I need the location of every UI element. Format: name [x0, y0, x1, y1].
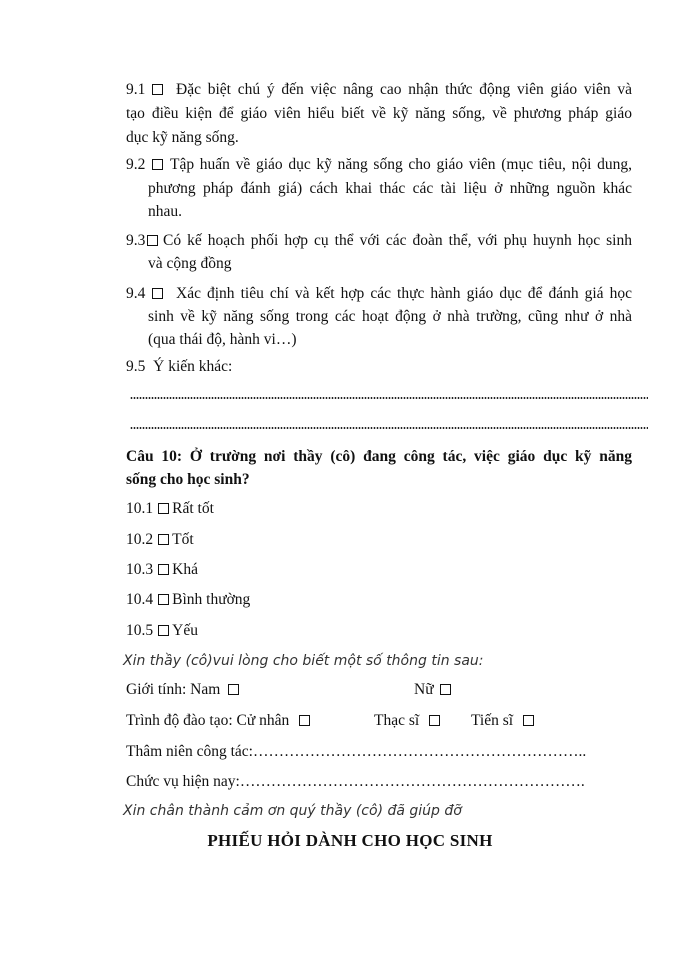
- answer-dotted-line-2[interactable]: [130, 427, 648, 429]
- gender-row: [126, 680, 242, 700]
- item-9-1-line-3: dục kỹ năng sống.: [126, 129, 239, 146]
- option-10-5-label: Yếu: [172, 622, 198, 639]
- gender-label: Giới tính: Nam: [126, 681, 221, 698]
- phd-option: [471, 711, 537, 731]
- item-9-2-number: 9.2: [126, 156, 146, 173]
- item-9-5-label: Ý kiến khác:: [153, 358, 233, 375]
- item-9-4-line-2: sinh về kỹ năng sống trong các hoạt động ở nhà trường, cũng như ở nhà: [148, 308, 632, 325]
- question-10-line-2: sống cho học sinh?: [126, 471, 250, 488]
- seniority-field[interactable]: Thâm niên công tác:………………………………………………………..: [126, 743, 587, 760]
- item-9-1-number: 9.1: [126, 81, 146, 98]
- option-10-3-label: Khá: [172, 561, 198, 578]
- item-9-3-line-2: và cộng đồng: [148, 255, 232, 272]
- female-option: [414, 680, 454, 700]
- male-checkbox[interactable]: [228, 684, 239, 695]
- item-9-1-number-row: [126, 80, 170, 100]
- item-9-1-line-1: Đặc biệt chú ý đến việc nâng cao nhận thức động viên giáo viên và: [176, 81, 632, 98]
- female-label: Nữ: [414, 681, 434, 698]
- item-9-4-line-1: Xác định tiêu chí và kết hợp các thực hành giáo dục để đánh giá học: [176, 285, 632, 302]
- item-9-2-line-2: phương pháp đánh giá) cách khai thác các tài liệu ở những nguồn khác: [148, 180, 632, 197]
- option-10-4-checkbox[interactable]: [158, 594, 169, 605]
- option-10-2-label: Tốt: [172, 531, 194, 548]
- option-10-3: [126, 560, 198, 580]
- item-9-2-line-1: Tập huấn về giáo dục kỹ năng sống cho giáo viên (mục tiêu, nội dung,: [170, 156, 632, 173]
- option-10-5: [126, 621, 198, 641]
- female-checkbox[interactable]: [440, 684, 451, 695]
- position-field[interactable]: Chức vụ hiện nay:………………………………………………………….: [126, 773, 585, 790]
- item-9-3-checkbox[interactable]: [147, 235, 158, 246]
- option-10-1-label: Rất tốt: [172, 500, 214, 517]
- degree-row: [126, 711, 313, 731]
- option-10-4-label: Bình thường: [172, 591, 251, 608]
- thanks-text: Xin chân thành cảm ơn quý thầy (cô) đã giúp đỡ: [123, 803, 462, 819]
- option-10-1-number: 10.1: [126, 500, 154, 517]
- option-10-2-number: 10.2: [126, 531, 154, 548]
- item-9-4-number-row: [126, 284, 170, 304]
- option-10-2: [126, 530, 194, 550]
- degree-label: Trình độ đào tạo: Cử nhân: [126, 712, 290, 729]
- item-9-3-line-1: Có kế hoạch phối hợp cụ thể với các đoàn thể, với phụ huynh học sinh: [163, 232, 632, 249]
- master-label: Thạc sĩ: [374, 712, 420, 729]
- item-9-4-checkbox[interactable]: [152, 288, 163, 299]
- option-10-3-checkbox[interactable]: [158, 564, 169, 575]
- option-10-1: [126, 499, 214, 519]
- question-10-line-1: Câu 10: Ở trường nơi thầy (cô) đang công tác, việc giáo dục kỹ năng: [126, 448, 632, 465]
- option-10-5-checkbox[interactable]: [158, 625, 169, 636]
- item-9-4-line-3: (qua thái độ, hành vi…): [148, 331, 297, 348]
- option-10-3-number: 10.3: [126, 561, 154, 578]
- item-9-2-line-3: nhau.: [148, 203, 183, 220]
- item-9-5-number: 9.5: [126, 358, 146, 375]
- item-9-3-number-row: [126, 231, 160, 251]
- option-10-4: [126, 590, 250, 610]
- info-prompt: Xin thầy (cô)vui lòng cho biết một số thông tin sau:: [123, 653, 484, 669]
- master-checkbox[interactable]: [429, 715, 440, 726]
- option-10-1-checkbox[interactable]: [158, 503, 169, 514]
- item-9-1-line-2: tạo điều kiện để giáo viên hiểu biết về kỹ năng sống, về phương pháp giáo: [126, 105, 632, 122]
- option-10-5-number: 10.5: [126, 622, 154, 639]
- item-9-2-number-row: [126, 155, 166, 175]
- bachelor-checkbox[interactable]: [299, 715, 310, 726]
- student-questionnaire-title: PHIẾU HỎI DÀNH CHO HỌC SINH: [207, 831, 493, 850]
- item-9-2-checkbox[interactable]: [152, 159, 163, 170]
- item-9-4-number: 9.4: [126, 285, 146, 302]
- item-9-3-number: 9.3: [126, 232, 146, 249]
- item-9-1-checkbox[interactable]: [152, 84, 163, 95]
- answer-dotted-line-1[interactable]: [130, 397, 648, 399]
- phd-checkbox[interactable]: [523, 715, 534, 726]
- master-option: [374, 711, 443, 731]
- option-10-2-checkbox[interactable]: [158, 534, 169, 545]
- item-9-5-row: [126, 357, 232, 377]
- option-10-4-number: 10.4: [126, 591, 154, 608]
- phd-label: Tiến sĩ: [471, 712, 514, 729]
